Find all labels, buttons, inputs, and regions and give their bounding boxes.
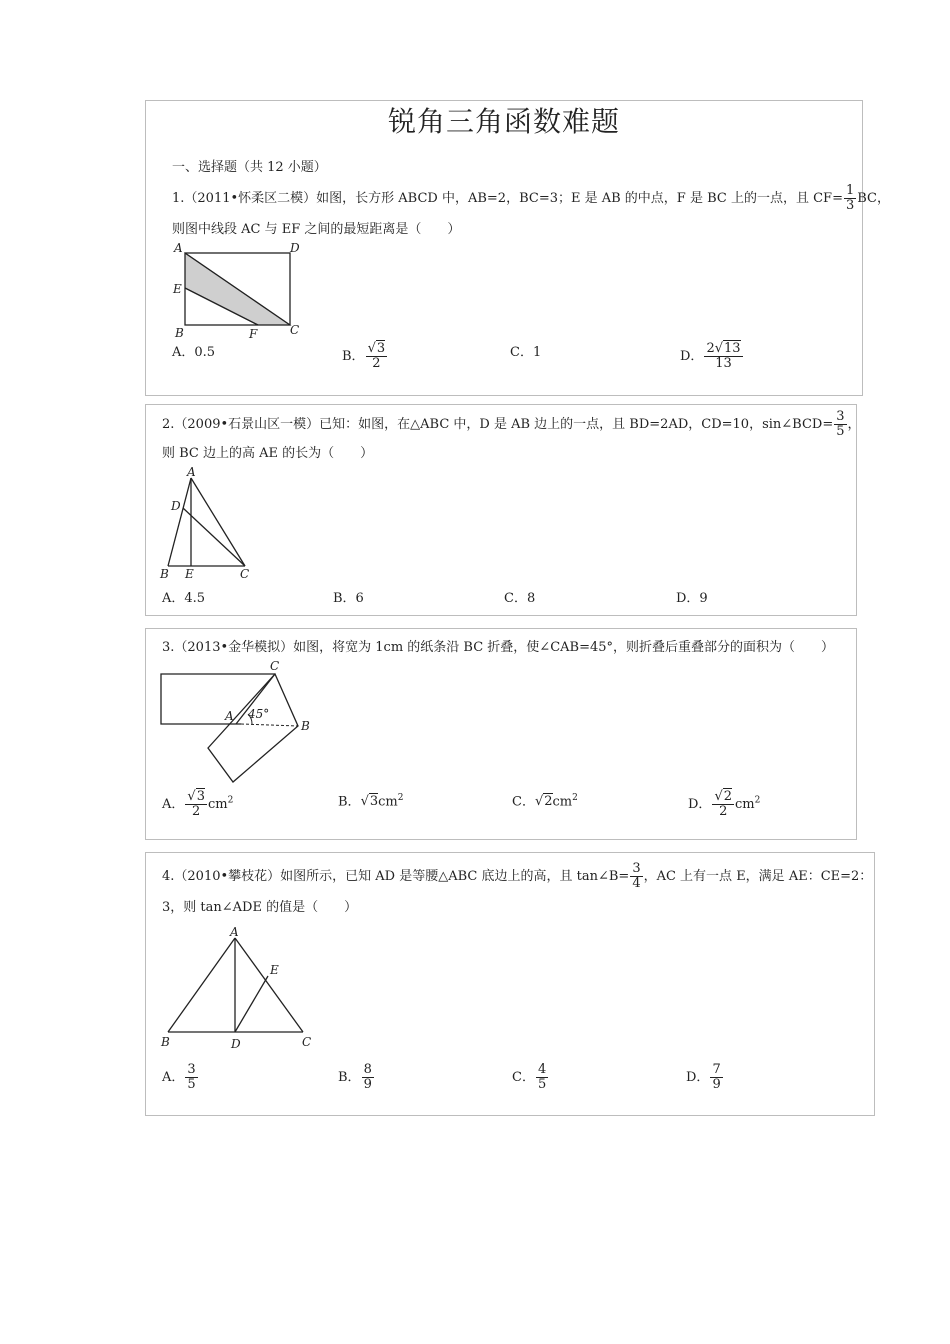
q2-stem-line1 (162, 410, 861, 439)
q3-option-a-value (185, 790, 207, 819)
q3-option-c-letter: C． (512, 794, 535, 810)
q4-text-a: 4.（2010•攀枝花）如图所示，已知 AD 是等腰△ABC 底边上的高，且 tan∠B= (162, 869, 630, 884)
q4-option-d-value (710, 1063, 722, 1092)
q3-angle-label: 45° (248, 707, 270, 721)
q4-option-c-den: 5 (537, 1077, 547, 1092)
q2-label-e: E (185, 567, 194, 581)
q2-side-ac (191, 478, 245, 566)
q2-option-a[interactable]: A．4.5 (162, 591, 206, 606)
q2-label-a: A (187, 465, 196, 479)
q4-option-c-num: 4 (537, 1062, 547, 1077)
q4-side-ab (168, 938, 235, 1032)
q1-option-b-letter: B． (342, 349, 365, 364)
q1-fraction (844, 184, 856, 213)
q4-option-c-letter: C． (512, 1070, 535, 1085)
q4-option-b-num: 8 (363, 1062, 372, 1077)
q1-frac-num: 1 (845, 183, 855, 198)
q4-option-a-value (185, 1063, 197, 1092)
q3-label-a: A (225, 709, 234, 723)
q3-option-b-unit: cm (378, 794, 398, 810)
q4-option-d[interactable] (686, 1063, 724, 1092)
q1-option-d-letter: D． (680, 349, 704, 364)
q2-option-d[interactable]: D．9 (676, 591, 708, 606)
q3-option-a-letter: A． (162, 797, 185, 812)
q3-option-c-unit: cm (552, 794, 573, 810)
q3-option-a-radicand: 3 (196, 789, 205, 804)
q1-label-d: D (290, 241, 300, 255)
q4-label-c: C (302, 1035, 312, 1049)
q2-label-d: D (171, 499, 181, 513)
q4-option-c-value (536, 1063, 548, 1092)
q3-option-b-exp: 2 (397, 793, 404, 803)
q4-fraction (630, 862, 642, 891)
q1-option-b-den: 2 (372, 356, 381, 371)
q3-option-c[interactable] (512, 790, 578, 810)
q3-folded-part (208, 674, 298, 782)
q3-label-b: B (301, 719, 310, 733)
q2-label-b: B (160, 567, 169, 581)
q2-label-c: C (240, 567, 250, 581)
q3-option-d-den: 2 (719, 804, 728, 819)
q2-stem-line2: 则 BC 边上的高 AE 的长为（ ） (162, 446, 374, 461)
q1-option-b-value (366, 342, 388, 371)
q4-label-e: E (270, 963, 279, 977)
q1-option-a[interactable]: A．0.5 (172, 345, 216, 360)
q1-stem-line2: 则图中线段 AC 与 EF 之间的最短距离是（ ） (172, 222, 461, 237)
q1-text-b: BC， (857, 191, 890, 206)
q3-option-a[interactable] (162, 790, 233, 819)
q3-option-d-letter: D． (688, 797, 712, 812)
q1-label-a: A (174, 241, 183, 255)
q3-option-d-radicand: 2 (723, 789, 733, 804)
q1-option-b[interactable] (342, 342, 388, 371)
q3-option-b-letter: B． (338, 794, 361, 810)
q1-option-c[interactable]: C．1 (510, 345, 542, 360)
q2-side-ab (168, 478, 191, 566)
q1-option-d[interactable] (680, 342, 744, 371)
q2-frac-num: 3 (836, 409, 845, 424)
q2-sin-expr: sin∠BCD= (762, 417, 834, 432)
q3-option-b-radicand: 3 (369, 794, 379, 810)
q4-option-d-letter: D． (686, 1070, 710, 1085)
q4-text-b: ，AC 上有一点 E，满足 AE：CE=2： (643, 869, 873, 884)
q2-option-b[interactable]: B．6 (333, 591, 364, 606)
q4-label-a: A (230, 925, 239, 939)
q4-option-a-den: 5 (187, 1077, 196, 1092)
q4-option-a-letter: A． (162, 1070, 185, 1085)
q2-triangle-figure (158, 465, 258, 583)
q4-option-b-value (362, 1063, 374, 1092)
q2-text-a: 2.（2009•石景山区一模）已知：如图，在△ABC 中，D 是 AB 边上的一点，且 BD=2AD，CD=10， (162, 417, 763, 432)
q3-stem-line1: 3.（2013•金华模拟）如图，将宽为 1cm 的纸条沿 BC 折叠，使∠CAB=45°，则折叠后重叠部分的面积为（ ） (162, 640, 835, 655)
q1-option-b-radicand: 3 (376, 341, 386, 356)
q3-option-c-exp: 2 (572, 793, 578, 803)
q4-frac-den: 4 (632, 876, 641, 891)
q3-fold-figure (158, 658, 318, 786)
q1-frac-den: 3 (845, 198, 855, 213)
q4-stem-line1 (162, 862, 872, 891)
q1-option-d-den: 13 (715, 356, 732, 371)
q4-frac-num: 3 (632, 861, 641, 876)
q1-label-f: F (249, 327, 258, 341)
q4-option-b[interactable] (338, 1063, 375, 1092)
q4-side-ac (235, 938, 303, 1032)
q4-option-d-num: 7 (712, 1062, 721, 1077)
q3-label-c: C (270, 659, 280, 673)
q4-option-b-den: 9 (363, 1077, 372, 1092)
q3-option-a-exp: 2 (227, 795, 234, 806)
q4-segment-de (235, 976, 268, 1032)
q2-option-c[interactable]: C．8 (504, 591, 536, 606)
q1-label-e: E (173, 282, 182, 296)
q1-label-c: C (290, 323, 300, 337)
section-heading: 一、选择题（共 12 小题） (172, 160, 327, 175)
q4-stem-line2: 3，则 tan∠ADE 的值是（ ） (162, 900, 358, 915)
page-title: 锐角三角函数难题 (388, 105, 621, 138)
q4-option-d-den: 9 (712, 1077, 721, 1092)
q4-option-b-letter: B． (338, 1070, 361, 1085)
q2-text-tail: ， (847, 417, 861, 432)
q1-option-d-radicand: 13 (724, 341, 741, 356)
q2-fraction (834, 410, 846, 439)
q3-option-d-value (712, 790, 734, 819)
q1-option-d-value (704, 342, 742, 371)
q4-label-b: B (161, 1035, 170, 1049)
q3-option-a-den: 2 (192, 804, 201, 819)
q1-rectangle-figure (170, 240, 310, 340)
q1-text-a: 1.（2011•怀柔区二模）如图，长方形 ABCD 中，AB=2，BC=3；E 是 AB 的中点，F 是 BC 上的一点，且 CF= (172, 191, 843, 206)
q2-frac-den: 5 (836, 424, 845, 439)
q4-label-d: D (231, 1037, 241, 1051)
q1-stem-line1 (172, 184, 890, 213)
q3-option-d[interactable] (688, 790, 760, 819)
q1-option-d-coef: 2 (706, 341, 715, 356)
q3-option-d-exp: 2 (754, 795, 761, 806)
q3-option-d-unit: cm (735, 797, 755, 812)
q3-fold-line-ab (241, 724, 298, 726)
q4-option-a[interactable] (162, 1063, 199, 1092)
q3-option-c-radicand: 2 (544, 794, 553, 810)
q4-option-c[interactable] (512, 1063, 549, 1092)
q4-option-a-num: 3 (187, 1062, 196, 1077)
q3-option-a-unit: cm (207, 797, 228, 812)
q4-isosceles-figure (158, 924, 320, 1054)
q1-label-b: B (175, 326, 184, 340)
q3-option-b[interactable] (338, 790, 403, 810)
